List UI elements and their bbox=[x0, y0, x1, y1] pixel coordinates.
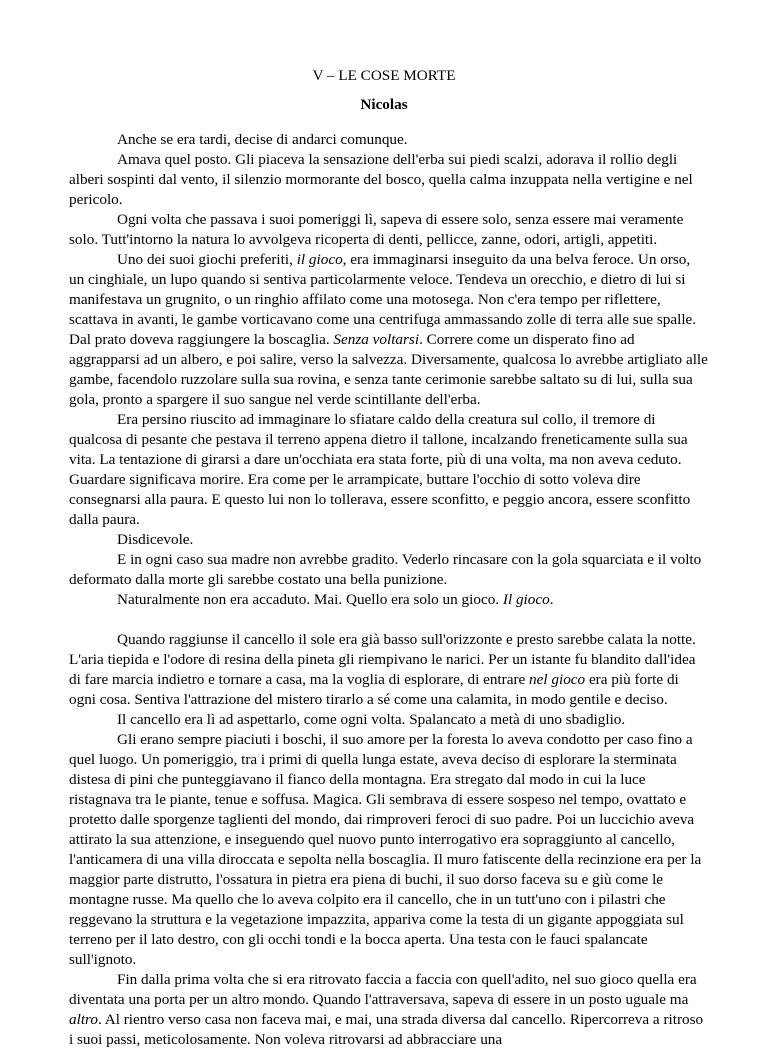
paragraph bbox=[69, 210, 709, 250]
paragraph bbox=[69, 970, 709, 1050]
text-run: . Correre come un disperato fino ad aggrapparsi ad un albero, e poi salire, verso la salvezza. Diversamente, qualcosa lo avrebbe artigliato alle gambe, facendolo ruzzolare sulla sua rovina, e senza tante cerimonie sarebbe saltato su di lui, sulla sua gola, pronto a spargere il suo sangue nel verde scintillante dell'erba. bbox=[69, 331, 708, 408]
text-run: Il cancello era lì ad aspettarlo, come ogni volta. Spalancato a metà di uno sbadiglio. bbox=[117, 711, 626, 728]
italic-text: nel gioco bbox=[529, 671, 586, 688]
text-run: Gli erano sempre piaciuti i boschi, il suo amore per la foresta lo aveva condotto per caso fino a quel luogo. Un pomeriggio, tra i primi di quella lunga estate, aveva deciso di esplorare la sterminata distesa di pini che punteggiavano il fianco della montagna. Era stregato dal modo in cui la luce ristagnava tra le piante, tenue e soffusa. Magica. Gli sembrava di essere sospeso nel tempo, ovattato e protetto dalle sporgenze taglienti del mondo, dai rimproveri feroci di suo padre. Poi un luccichio aveva attirato la sua attenzione, e inseguendo quel nuovo punto interrogativo era sopraggiunto al cancello, l'anticamera di una villa diroccata e sepolta nella boscaglia. Il muro fatiscente della recinzione era per la maggior parte distrutto, l'ossatura in pietra era piena di buchi, il suo dorso faceva su e giù come le montagne russe. Ma quello che lo aveva colpito era il cancello, che in un tutt'uno con i pilastri che reggevano la struttura e la vegetazione impazzita, appariva come la testa di un gigante appoggiata sul terreno per il lato destro, con gli occhi tondi e la bocca aperta. Una testa con le fauci spalancate sull'ignoto. bbox=[69, 731, 702, 968]
text-run: Fin dalla prima volta che si era ritrovato faccia a faccia con quell'adito, nel suo gioco quella era diventata una porta per un altro mondo. Quando l'attraversava, sapeva di essere in un posto uguale ma bbox=[69, 971, 697, 1008]
text-run: Uno dei suoi giochi preferiti, bbox=[117, 251, 297, 268]
text-run: era più forte di ogni cosa. Sentiva l'attrazione del mistero tirarlo a sé come una calamita, in modo gentile e deciso. bbox=[69, 671, 679, 708]
text-run: . bbox=[549, 591, 554, 608]
chapter-title: V – LE COSE MORTE bbox=[312, 67, 456, 84]
paragraph bbox=[69, 730, 709, 970]
text-run: , era immaginarsi inseguito da una belva feroce. Un orso, un cinghiale, un lupo quando si sentiva particolarmente veloce. Tendeva un orecchio, e dietro di lui si manifestava un grugnito, o un ringhio affilato come una motosega. Non c'era tempo per riflettere, scattava in avanti, le gambe vorticavano come una centrifuga ammassando zolle di terra alle sue spalle. Dal prato doveva raggiungere la boscaglia. bbox=[69, 251, 697, 348]
paragraph bbox=[69, 590, 709, 610]
paragraph bbox=[69, 550, 709, 590]
paragraph bbox=[69, 710, 709, 730]
paragraph bbox=[69, 410, 709, 530]
text-run: Quando raggiunse il cancello il sole era già basso sull'orizzonte e presto sarebbe calata la notte. L'aria tiepida e l'odore di resina della pineta gli riempivano le narici. Per un istante fu blandito dall'idea di fare marcia indietro e tornare a casa, ma la voglia di esplorare, di entrare bbox=[69, 631, 696, 688]
text-run: Amava quel posto. Gli piaceva la sensazione dell'erba sui piedi scalzi, adorava il rollio degli alberi sospinti dal vento, il silenzio mormorante del bosco, quella calma inzuppata nella vertigine e nel pericolo. bbox=[69, 151, 693, 208]
text-run: . Al rientro verso casa non faceva mai, e mai, una strada diversa dal cancello. Ripercorreva a ritroso i suoi passi, meticolosamente. Non voleva ritrovarsi ad abbracciare una bbox=[69, 1011, 704, 1048]
paragraph bbox=[69, 130, 709, 150]
paragraph bbox=[69, 150, 709, 210]
text-run: Ogni volta che passava i suoi pomeriggi lì, sapeva di essere solo, senza essere mai veramente solo. Tutt'intorno la natura lo avvolgeva ricoperta di denti, pellicce, zanne, odori, artigli, appetiti. bbox=[69, 211, 684, 248]
section-title: Nicolas bbox=[360, 96, 408, 113]
italic-text: il gioco bbox=[296, 251, 343, 268]
text-run: Anche se era tardi, decise di andarci comunque. bbox=[117, 131, 408, 148]
text-run: E in ogni caso sua madre non avrebbe gradito. Vederlo rincasare con la gola squarciata e il volto deformato dalla morte gli sarebbe costato una bella punizione. bbox=[69, 551, 702, 588]
text-run: Disdicevole. bbox=[117, 531, 194, 548]
paragraph bbox=[69, 530, 709, 550]
italic-text: Senza voltarsi bbox=[333, 331, 420, 348]
text-run: Naturalmente non era accaduto. Mai. Quello era solo un gioco. bbox=[117, 591, 503, 608]
italic-text: Il gioco bbox=[502, 591, 550, 608]
paragraph bbox=[69, 250, 709, 410]
italic-text: altro bbox=[69, 1011, 98, 1028]
text-run: Era persino riuscito ad immaginare lo sfiatare caldo della creatura sul collo, il tremore di qualcosa di pesante che pestava il terreno appena dietro il tallone, incalzando freneticamente sulla sua vita. La tentazione di girarsi a dare un'occhiata era stata forte, più di una volta, ma non aveva ceduto. Guardare significava morire. Era come per le arrampicate, buttare l'occhio di sotto voleva dire consegnarsi alla paura. E questo lui non lo tollerava, essere sconfitto, e peggio ancora, essere sconfitto dalla paura. bbox=[69, 411, 691, 528]
paragraph bbox=[69, 630, 709, 710]
body-text bbox=[69, 130, 709, 1050]
